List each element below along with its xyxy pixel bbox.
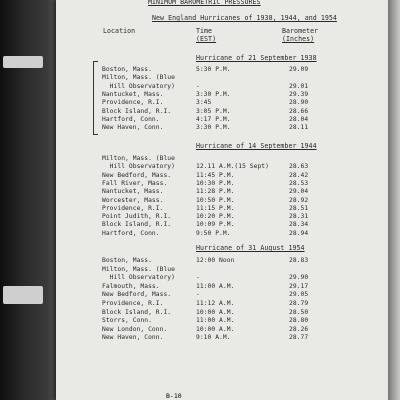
row-barometer-value: 28.79 <box>289 300 309 307</box>
binder-clip-bottom <box>3 286 43 304</box>
row-barometer-value: 29.09 <box>289 66 309 73</box>
document-subtitle: New England Hurricanes of 1938, 1944, and 1954 <box>152 14 337 22</box>
row-barometer-value: 29.39 <box>289 90 309 98</box>
row-barometer-value: 28.63 <box>289 163 309 171</box>
row-location: Fall River, Mass. <box>102 179 168 187</box>
row-location: Nantucket, Mass. <box>102 188 164 196</box>
row-location: Boston, Mass. <box>102 257 152 264</box>
row-barometer-value: 29.01 <box>289 82 309 90</box>
row-time: 10:00 A.M. <box>196 325 235 333</box>
row-location: Block Island, R.I. <box>102 308 172 316</box>
row-barometer-value: 28.66 <box>289 107 309 115</box>
row-barometer-value: 29.05 <box>289 291 309 299</box>
row-location: Falmouth, Mass. <box>102 282 160 290</box>
row-location: Providence, R.I. <box>102 99 164 107</box>
row-time: 10:09 P.M. <box>196 221 235 229</box>
row-barometer-value: 28.77 <box>289 334 309 342</box>
row-barometer-value: 28.90 <box>289 99 309 107</box>
row-barometer-value: 28.92 <box>289 196 309 204</box>
row-location: Hill Observatory) <box>102 82 175 90</box>
header-time: Time <box>196 27 213 35</box>
row-time: 3:30 P.M. <box>196 124 231 132</box>
document-title: MINIMUM BAROMETRIC PRESSURES <box>148 0 261 6</box>
row-location: Hartford, Conn. <box>102 115 160 123</box>
row-location: Providence, R.I. <box>102 300 164 307</box>
row-time: 11:12 A.M. <box>196 300 235 307</box>
header-time-unit: (EST) <box>196 35 217 43</box>
page-number: B-10 <box>166 392 182 400</box>
row-location: Block Island, R.I. <box>102 107 172 115</box>
row-barometer-value: 28.04 <box>289 115 309 123</box>
row-time: 10:50 P.M. <box>196 196 235 204</box>
row-time: 3:05 P.M. <box>196 107 231 115</box>
row-barometer-value: 28.53 <box>289 179 309 187</box>
row-location: Milton, Mass. (Blue <box>102 155 175 162</box>
row-barometer-value: 29.04 <box>289 188 309 196</box>
row-location: New London, Conn. <box>102 325 168 333</box>
row-time: 4:17 P.M. <box>196 115 231 123</box>
row-time: 12:00 Noon <box>196 257 235 264</box>
row-location: Providence, R.I. <box>102 204 164 212</box>
header-barometer: Barometer <box>282 27 319 35</box>
row-time: 10:00 A.M. <box>196 308 235 316</box>
row-time: 11:28 P.M. <box>196 188 235 196</box>
row-location: New Haven, Conn. <box>102 124 164 132</box>
row-time: 5:30 P.M. <box>196 66 231 73</box>
row-location: Hill Observatory) <box>102 163 175 171</box>
row-time: 3:45 <box>196 99 212 107</box>
section-heading: Hurricane of 14 September 1944 <box>196 142 317 150</box>
section-heading: Hurricane of 21 September 1938 <box>196 54 317 62</box>
row-barometer-value: 28.94 <box>289 229 309 237</box>
row-location: Worcester, Mass. <box>102 196 164 204</box>
row-location: Storrs, Conn. <box>102 317 152 325</box>
scan-right-margin <box>388 0 400 400</box>
document-page <box>56 0 388 400</box>
row-location: Block Island, R.I. <box>102 221 172 229</box>
row-barometer-value: 28.11 <box>289 124 309 132</box>
section-heading: Hurricane of 31 August 1954 <box>196 244 305 252</box>
row-location: Point Judith, R.I. <box>102 213 172 221</box>
row-barometer-value: 28.51 <box>289 204 309 212</box>
row-location: New Haven, Conn. <box>102 334 164 342</box>
row-location: Nantucket, Mass. <box>102 90 164 98</box>
row-location: Hartford, Conn. <box>102 229 160 237</box>
row-time: 11:00 A.M. <box>196 282 235 290</box>
row-time: 11:00 A.M. <box>196 317 235 325</box>
row-time: 10:30 P.M. <box>196 179 235 187</box>
row-barometer-value: 29.17 <box>289 282 309 290</box>
row-barometer-value: 28.80 <box>289 317 309 325</box>
row-barometer-value: 28.31 <box>289 213 309 221</box>
row-time: 11:15 P.M. <box>196 204 235 212</box>
row-time: 11:45 P.M. <box>196 171 235 179</box>
row-time: 9:50 P.M. <box>196 229 231 237</box>
row-time: 3:30 P.M. <box>196 90 231 98</box>
row-barometer-value: 28.42 <box>289 171 309 179</box>
row-barometer-value: 28.83 <box>289 257 309 264</box>
header-barometer-unit: (Inches) <box>282 35 315 43</box>
row-time: - <box>196 274 200 282</box>
section-bracket <box>93 61 98 135</box>
row-location: Hill Observatory) <box>102 274 175 282</box>
row-barometer-value: 29.90 <box>289 274 309 282</box>
binder-clip-top <box>3 56 43 68</box>
row-location: Milton, Mass. (Blue <box>102 265 175 273</box>
row-barometer-value: 28.26 <box>289 325 309 333</box>
header-location: Location <box>103 27 136 35</box>
row-barometer-value: 28.50 <box>289 308 309 316</box>
row-location: New Bedford, Mass. <box>102 171 172 179</box>
row-time: - <box>196 291 200 299</box>
row-location: Boston, Mass. <box>102 66 152 73</box>
row-location: Milton, Mass. (Blue <box>102 74 175 82</box>
row-time: 12.11 A.M.(15 Sept) <box>196 163 269 171</box>
row-location: New Bedford, Mass. <box>102 291 172 299</box>
row-time: 10:20 P.M. <box>196 213 235 221</box>
row-time: 9:10 A.M. <box>196 334 231 342</box>
row-barometer-value: 28.34 <box>289 221 309 229</box>
row-time: - <box>196 82 200 90</box>
